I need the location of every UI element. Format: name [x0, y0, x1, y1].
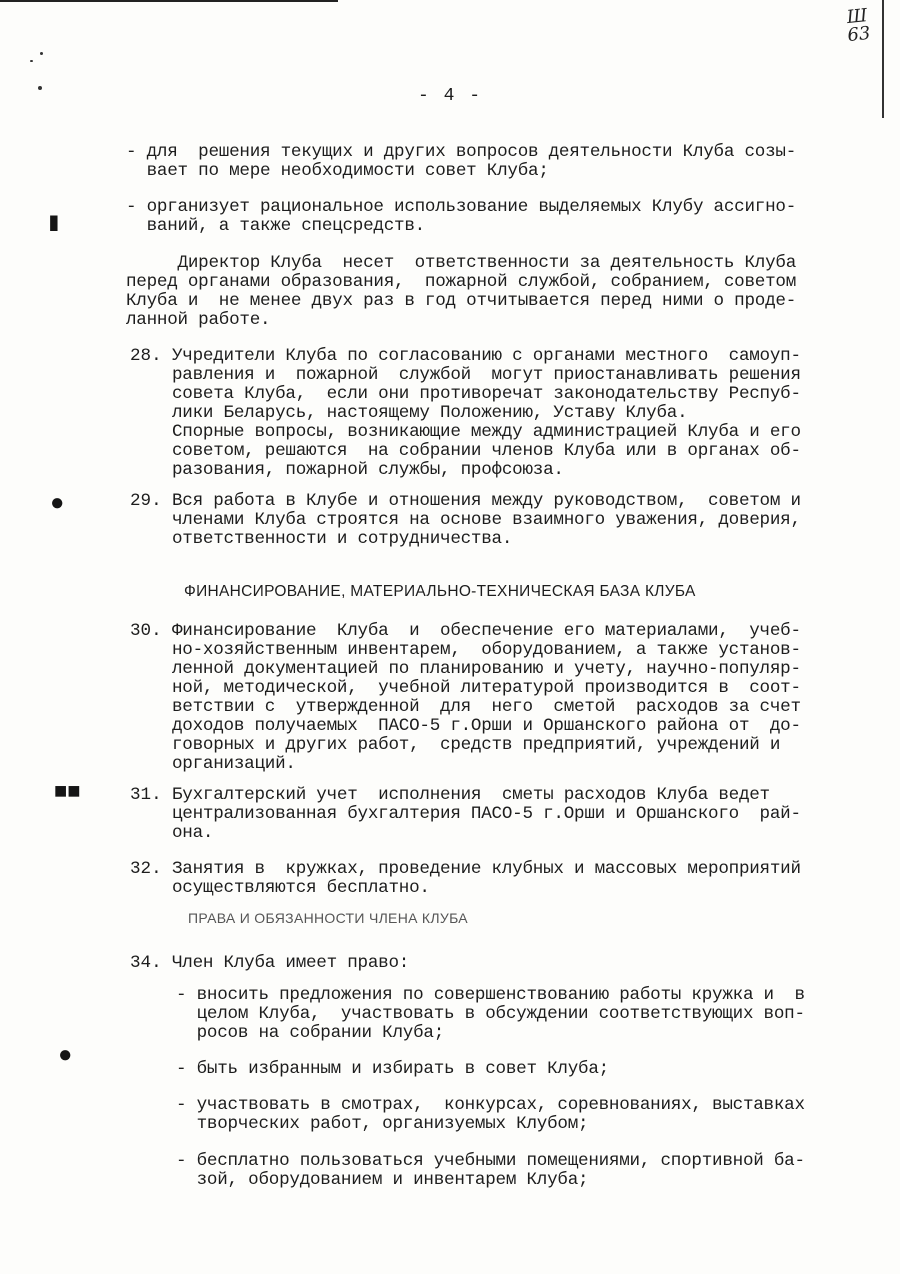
ink-blot: ■■	[54, 780, 81, 805]
right-item-facilities: - бесплатно пользоваться учебными помещениями, спортивной ба- зой, оборудованием и инвентарем Клуба;	[176, 1151, 805, 1190]
right-margin-line	[882, 0, 884, 118]
clause-number: 28.	[130, 346, 162, 366]
ink-blot: ▮	[46, 208, 62, 238]
scan-speck	[38, 86, 42, 90]
duty-item-funds: - организует рациональное использование выделяемых Клубу ассигно- ваний, а также спецсредств.	[126, 197, 797, 236]
page-number: - 4 -	[417, 86, 482, 106]
director-paragraph: Директор Клуба несет ответственности за деятельность Клуба перед органами образования, пожарной службой, собранием, советом Клуба и не менее двух раз в год отчитывается перед ними о проде- ланной работе.	[126, 253, 797, 330]
duty-item-council: - для решения текущих и других вопросов деятельности Клуба созы- вает по мере необходимости совет Клуба;	[126, 142, 797, 181]
top-edge-line	[0, 0, 338, 2]
clause-30-text: Финансирование Клуба и обеспечение его материалами, учеб- но-хозяйственным инвентарем, оборудованием, а также установ- ленной документацией по планированию и учету, научно-популяр- ной, методической, учебной литературой производится в соот- ветствии с утвержденной для него сметой расходов за счет доходов получаемых ПАСО-5 г.Орши и Оршанского района от до- говорных и других работ, средств предприятий, учреждений и организаций.	[172, 621, 801, 774]
ink-blot: ●	[58, 1043, 73, 1070]
clause-34-text: Член Клуба имеет право:	[172, 953, 410, 973]
handwritten-note-line-1: Ш	[845, 5, 869, 29]
right-item-elect: - быть избранным и избирать в совет Клуба;	[176, 1059, 609, 1079]
ink-blot: ●	[50, 491, 65, 518]
handwritten-note-line-2: 63	[846, 22, 872, 47]
clause-28-text: Учредители Клуба по согласованию с органами местного самоуп- равления и пожарной службой могут приостанавливать решения совета Клуба, если они противоречат законодательству Респуб- лики Беларусь, настоящему Положению, Уставу Клуба. Спорные вопросы, возникающие между администрацией Клуба и его советом, решаются на собрании членов Клуба или в органах об- разования, пожарной службы, профсоюза.	[172, 346, 801, 480]
right-item-proposals: - вносить предложения по совершенствованию работы кружка и в целом Клуба, участвовать в обсуждении соответствующих воп- росов на собрании Клуба;	[176, 985, 805, 1043]
section-heading-finance: ФИНАНСИРОВАНИЕ, МАТЕРИАЛЬНО-ТЕХНИЧЕСКАЯ БАЗА КЛУБА	[184, 583, 696, 600]
clause-number: 31.	[130, 785, 162, 805]
clause-number: 30.	[130, 621, 162, 641]
section-heading-rights: ПРАВА И ОБЯЗАННОСТИ ЧЛЕНА КЛУБА	[188, 910, 468, 926]
scan-speck	[40, 52, 43, 55]
clause-29-text: Вся работа в Клубе и отношения между руководством, советом и членами Клуба строятся на основе взаимного уважения, доверия, ответственности и сотрудничества.	[172, 491, 801, 549]
clause-31-text: Бухгалтерский учет исполнения сметы расходов Клуба ведет централизованная бухгалтерия ПАСО-5 г.Орши и Оршанского рай- она.	[172, 785, 801, 843]
clause-number: 34.	[130, 953, 162, 973]
handwritten-page-note	[836, 6, 880, 46]
scan-speck	[30, 60, 33, 62]
clause-number: 32.	[130, 859, 162, 879]
right-item-contests: - участвовать в смотрах, конкурсах, соревнованиях, выставках творческих работ, организуемых Клубом;	[176, 1095, 805, 1134]
clause-32-text: Занятия в кружках, проведение клубных и массовых мероприятий осуществляются бесплатно.	[172, 859, 801, 898]
clause-number: 29.	[130, 491, 162, 511]
